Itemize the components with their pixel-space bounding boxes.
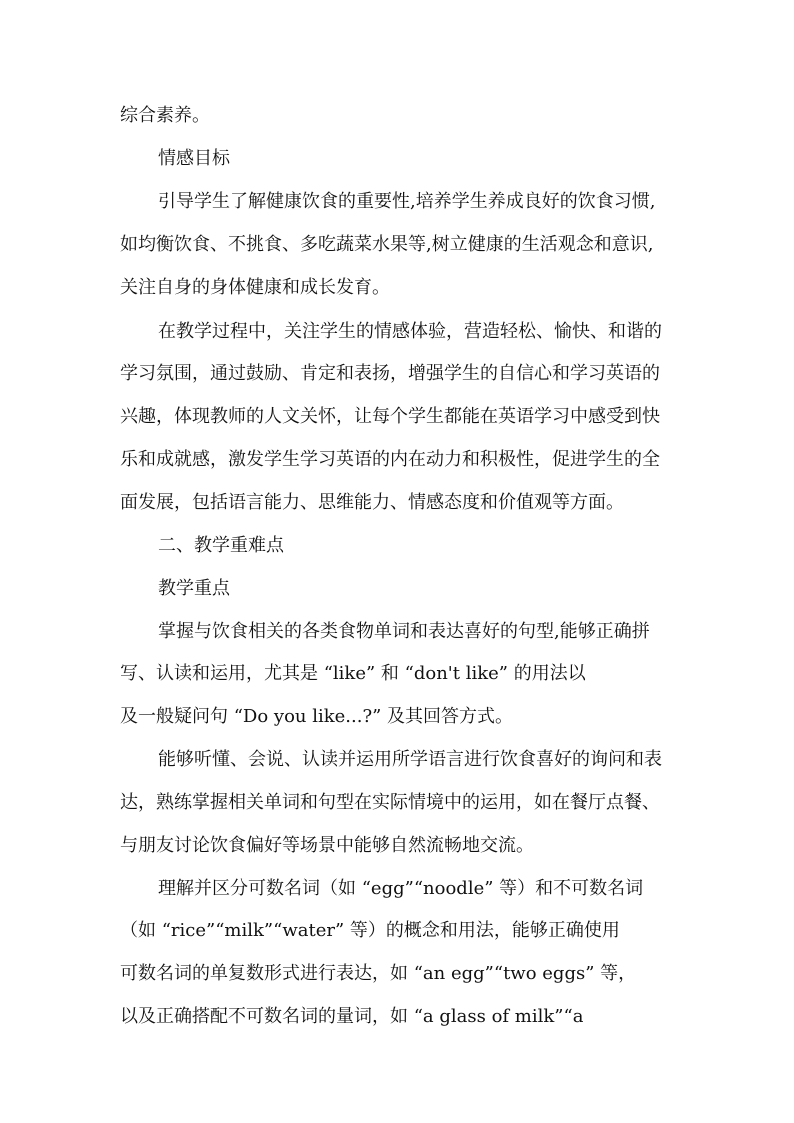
text-line-6: 在教学过程中，关注学生的情感体验，营造轻松、愉快、和谐的 — [158, 321, 662, 342]
heading-emotional-goals: 情感目标 — [158, 148, 230, 169]
text-line-9: 乐和成就感，激发学生学习英语的内在动力和积极性，促进学生的全 — [120, 449, 660, 470]
text-line-8: 兴趣，体现教师的人文关怀，让每个学生都能在英语学习中感受到快 — [120, 406, 660, 427]
text-line-1: 综合素养。 — [120, 105, 210, 126]
text-line-17: 达，熟练掌握相关单词和句型在实际情境中的运用，如在餐厅点餐、 — [120, 792, 660, 813]
text-line-18: 与朋友讨论饮食偏好等场景中能够自然流畅地交流。 — [120, 835, 534, 856]
heading-teaching-focus: 教学重点 — [158, 578, 230, 599]
text-line-21: 可数名词的单复数形式进行表达，如 “an egg”“two eggs” 等， — [120, 963, 637, 984]
text-line-20: （如 “rice”“milk”“water” 等）的概念和用法，能够正确使用 — [120, 920, 620, 941]
text-line-5: 关注自身的身体健康和成长发育。 — [120, 277, 390, 298]
text-line-16: 能够听懂、会说、认读并运用所学语言进行饮食喜好的询问和表 — [158, 749, 662, 770]
text-line-22: 以及正确搭配不可数名词的量词，如 “a glass of milk”“a — [120, 1006, 584, 1027]
heading-key-difficult-points: 二、教学重难点 — [158, 535, 284, 556]
text-line-14: 写、认读和运用，尤其是 “like” 和 “don't like” 的用法以 — [120, 663, 586, 684]
text-line-19: 理解并区分可数名词（如 “egg”“noodle” 等）和不可数名词 — [158, 878, 644, 899]
text-line-7: 学习氛围，通过鼓励、肯定和表扬，增强学生的自信心和学习英语的 — [120, 363, 660, 384]
text-line-15: 及一般疑问句 “Do you like...?” 及其回答方式。 — [120, 706, 514, 727]
text-line-4: 如均衡饮食、不挑食、多吃蔬菜水果等,树立健康的生活观念和意识, — [120, 234, 654, 255]
text-line-10: 面发展，包括语言能力、思维能力、情感态度和价值观等方面。 — [120, 492, 624, 513]
text-line-13: 掌握与饮食相关的各类食物单词和表达喜好的句型,能够正确拼 — [158, 621, 650, 642]
text-line-3: 引导学生了解健康饮食的重要性,培养学生养成良好的饮食习惯, — [158, 191, 656, 212]
